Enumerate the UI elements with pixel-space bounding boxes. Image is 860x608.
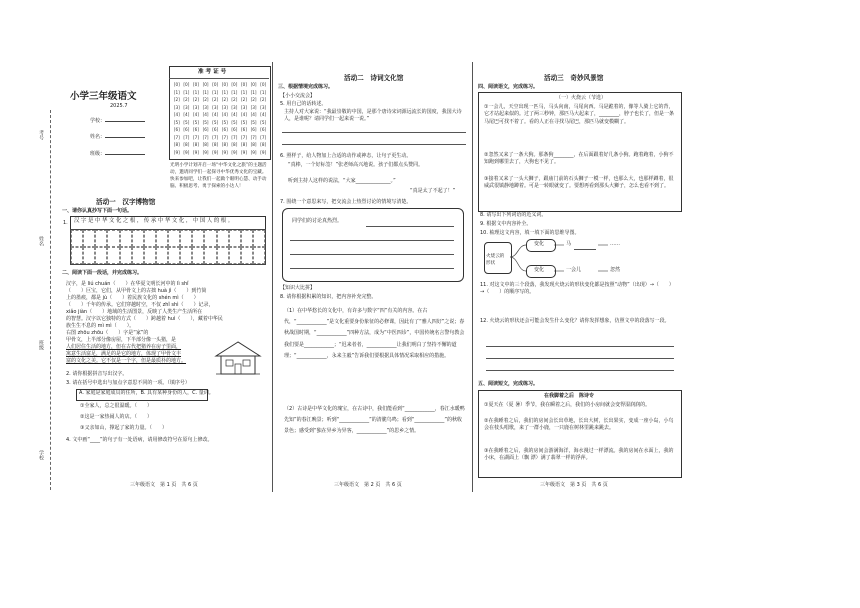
sec5-heading: 五、阅读短文，完成练习。: [478, 381, 539, 387]
sec3-heading: 三、根据情境完成练习。: [278, 84, 334, 90]
sec4-heading: 四、阅读语文，完成练习。: [478, 84, 539, 90]
q10-prompt: 10. 梳理这文内容，填一填下面的思维导图。: [480, 230, 580, 236]
sub-contest: 【知识大比拼】: [280, 285, 316, 291]
paper-title: 小学三年级语文: [70, 91, 137, 102]
margin-label-exam-no: 考号: [38, 130, 44, 140]
house-illustration: [212, 340, 264, 376]
q1-heading: 一、请你认真抄写下面一句话。: [62, 208, 133, 214]
q7-box-text: 同学们的讨论真热烈。: [292, 218, 343, 224]
reading2-para1: ①夏天在（夏 暑）季节，我在瞬着之后，我们的小房间就会变得湿润润的。: [484, 402, 651, 408]
q2-heading: 二、阅读下面一段话，并完成练习。: [62, 270, 143, 276]
reading1-para3: ③接着又来了一头大狮子，跟庙门前的石头狮子一模一样，也那么大，也那样蹲着，很威武很镇静地蹲着。可是一转眼就变了。要想再看到那头大狮子，怎么也看不到了。: [484, 176, 674, 190]
binding-margin: [4, 110, 48, 490]
q8-part1: （1）在中华悠长的文化中，有许多与数字“四”有关的内容。在古代，“____________”是文化重要身份象征的必修课，因此有了“雅人四好”之说；春秋战国时期，“____________”四种方法，成为“中医四诊”，中国传统名言警句教会我们要是____________；“迟来者者，____________让我们明白了坚持不懈的道理；“____________，永来主毅”告诉我们要根据具体情况采取相应的措施。: [284, 308, 465, 359]
page1-footer: 三年级语文 第 1 页 共 6 页: [130, 482, 198, 488]
margin-label-name: 姓名: [38, 236, 44, 246]
sub-exchange: 【小小交流会】: [280, 93, 316, 99]
divider-2: [472, 62, 473, 492]
reading1-para2: ②忽然又来了一条大狗。那条狗________，在后面跟着好几条小狗。跑着跑着，小狗不知跑到哪里去了，大狗也不见了。: [484, 152, 674, 166]
page2-footer: 三年级语文 第 2 页 共 6 页: [334, 482, 402, 488]
q4-prompt: 4. 文中画“____”的句子有一处语病，请用修改符号在原句上修改。: [66, 437, 213, 443]
q3-prompt: 3. 请在括号中选出与加点字意思不同的一项。（填序号）: [66, 380, 190, 386]
q5-prompt: 5. 用自己的话转述。: [280, 101, 327, 107]
reading2-para3: ③在我睡着之后，我的房间会游满海洋，海水漫过一样漂流。我的房间在水面上，我的小床，在湖面上（飘 漂）满了翡翠一样的浮萍。: [484, 448, 674, 462]
reading2-title: 在我脚着之后 陈诗专: [544, 393, 595, 399]
activity2-title: 活动二 诗词文化馆: [344, 74, 404, 82]
paper-date: 2025.7: [110, 103, 128, 109]
copy-grid[interactable]: [70, 229, 266, 265]
field-school: 学校：: [90, 118, 145, 125]
q3-option-2: ②这是一家热闹人的店。（ ）: [80, 414, 152, 420]
q12-prompt: 12. 火烧云的形状还会可能会发生什么变化？请你发挥想象，仿照文中的段落写一段。: [480, 318, 670, 324]
q1-label: 1.: [63, 220, 68, 226]
q7-prompt: 7. 围绕一个意思来写，把交流会上热烈讨论的情境写清楚。: [280, 199, 412, 205]
q3-option-1: ①全家人，总之很温暖。（ ）: [80, 403, 152, 409]
q9-prompt: 9. 根据文中内容补全。: [480, 221, 532, 227]
activity1-title: 活动一 汉字博物馆: [96, 198, 156, 206]
q8-part2: （2）古诗是中华文化的瑰宝，在古诗中，我们能看到“____________，春江水暖鸭先知”的春江晚景；听到“____________”的清脆鸟鸣；看到“____________”的秋收景色；感受到“独在异乡为异客，____________”的思乡之情。: [284, 406, 465, 435]
q3-option-def: A. 家庭是家庭成员的住所，B. 具有某种身份的人，C. 量词。: [79, 390, 214, 396]
margin-label-school: 学校: [38, 450, 44, 460]
q8b-prompt: 8. 请写出下列词语的近义词。: [480, 212, 547, 218]
q2-prompt: 2. 请你根据拼音写出汉字。: [66, 371, 128, 377]
reading1-title: （一）火烧云（节选）: [556, 95, 607, 101]
field-name: 姓名：: [90, 134, 145, 141]
mindmap: 火烧云的形状 变化 马 …… 变化 一会儿 忽然: [482, 238, 678, 300]
reading1-para1: ①一会儿，天空出现一匹马，马头向南，马尾向西。马是跪着的，像等人骑上它的背，它才站起来似的。过了两三秒钟，那匹马大起来了，________，脖子也长了，但是一条马尾巴可找不着了。看的人正在寻找马尾巴，那匹马就变模糊了。: [484, 104, 675, 125]
margin-label-class: 班级: [38, 340, 44, 350]
passage-1: 汉字，是 liú chuán（ ）在华夏文明长河中的 lì shǐ （ ）巨宝，它们，从甲骨文上的古拙 huà jì（ ）到竹简 上的墨痕，都是 jù（ ）着民族文化的 shén mì（ ） （ ）千年的传承。它们穿越时空，不仅 zhǐ shì（ ）记录， xiǎo jiàn（ ）地域的生活图景，反映了人类生产生活所在 的智慧。汉字以它独特的方式（ ）跨越着 huì（ ），藏着中华民 族生生不息的 mì mì（ ）。 右图 zhōu zhōu（ ）字是“家”的 甲骨文，上半部分像房屋，下半部分像一头猪，是 人们居住生活的地方，但在古代把猪养在房子里面， 寓意生活富足，满足的是它的地方，体现了甲骨文丰 富的文化之美。它不仅是一个字，但是最质朴的地方。: [66, 281, 223, 364]
exam-ticket-title: 准 考 证 号: [198, 69, 227, 75]
q5-text: 主持人对大家说：“我最崇敬的中国，是那个唐诗宋词源远流长的国度，我国大诗人，是谁呢？请同学们一起来说一说。”: [284, 109, 462, 123]
activity3-title: 活动三 奇妙风景馆: [544, 74, 604, 82]
q6-example: “真棒，一个好标签！”张老师高兴地说。孩子们都点头赞同。: [288, 162, 424, 168]
margin-dash-line: [50, 110, 51, 490]
q6-prompt: 6. 照样子，给人物加上合适的动作或神态，让句子更生动。: [280, 153, 412, 159]
q3-option-3: ③父亲如山，撑起了家的力量。（ ）: [80, 425, 167, 431]
copy-sentence: 汉字是中华文化之根，传承中华文化，中国人的根。: [74, 218, 235, 224]
reading2-para2: ②在我睡着之后，我们的房间会长出草地，长出大树，长出果实，变成一座小岛，小鸟会在枝头唱歌，来了一群小鹿，一只鹿在树林里跳来跳去。: [484, 418, 674, 432]
intro-text: 光明小学计划开启一场“中华文化之旅”的主题活动，邀请同学们一起探寻中华优秀文化的宝藏。快来参加吧，让我们一起做个眼明心慧、动手动脑、积极思考、勇于探索的小达人！: [170, 163, 267, 189]
exam-ticket-grid: [0] [0] [0] [0] [0] [0] [0] [0] [0] [0] [1] [1] [1] [1] [1] [1] [1] [1] [1] [1] [2] [2] [2] [2] [2] [2] [2] [2] [2] [2] [3] [3] [3] [3] [3] [3] [3] [3] [3] [3] [4] [4] [4] [4] [4] [4] [4] [4] [4] [4] [5] [5] [5] [5] [5] [5] [5] [5] [5] [5] [6] [6] [6] [6] [6] [6] [6] [6] [6] [6] [7] [7] [7] [7] [7] [7] [7] [7] [7] [7] [8] [8] [8] [8] [8] [8] [8] [8] [8] [8] [9] [9] [9] [9] [9] [9] [9] [9] [9] [9]: [173, 82, 267, 155]
field-class: 班级：: [90, 151, 145, 158]
q11-prompt: 11. 对这文中的三个段落，我发现火烧云的形状变化都是按照“动物”（出现）→（ ）→（ ）的顺序写的。: [480, 282, 674, 296]
q6-blank: 听到主持人这样的说法，“大家______________。”: [288, 178, 396, 184]
page3-footer: 三年级语文 第 3 页 共 6 页: [540, 482, 608, 488]
q6-end: “真是太了不起了！”: [410, 188, 456, 194]
divider-1: [272, 62, 273, 492]
q8-prompt: 8. 请你根据积累的知识，把内容补充完整。: [280, 294, 377, 300]
